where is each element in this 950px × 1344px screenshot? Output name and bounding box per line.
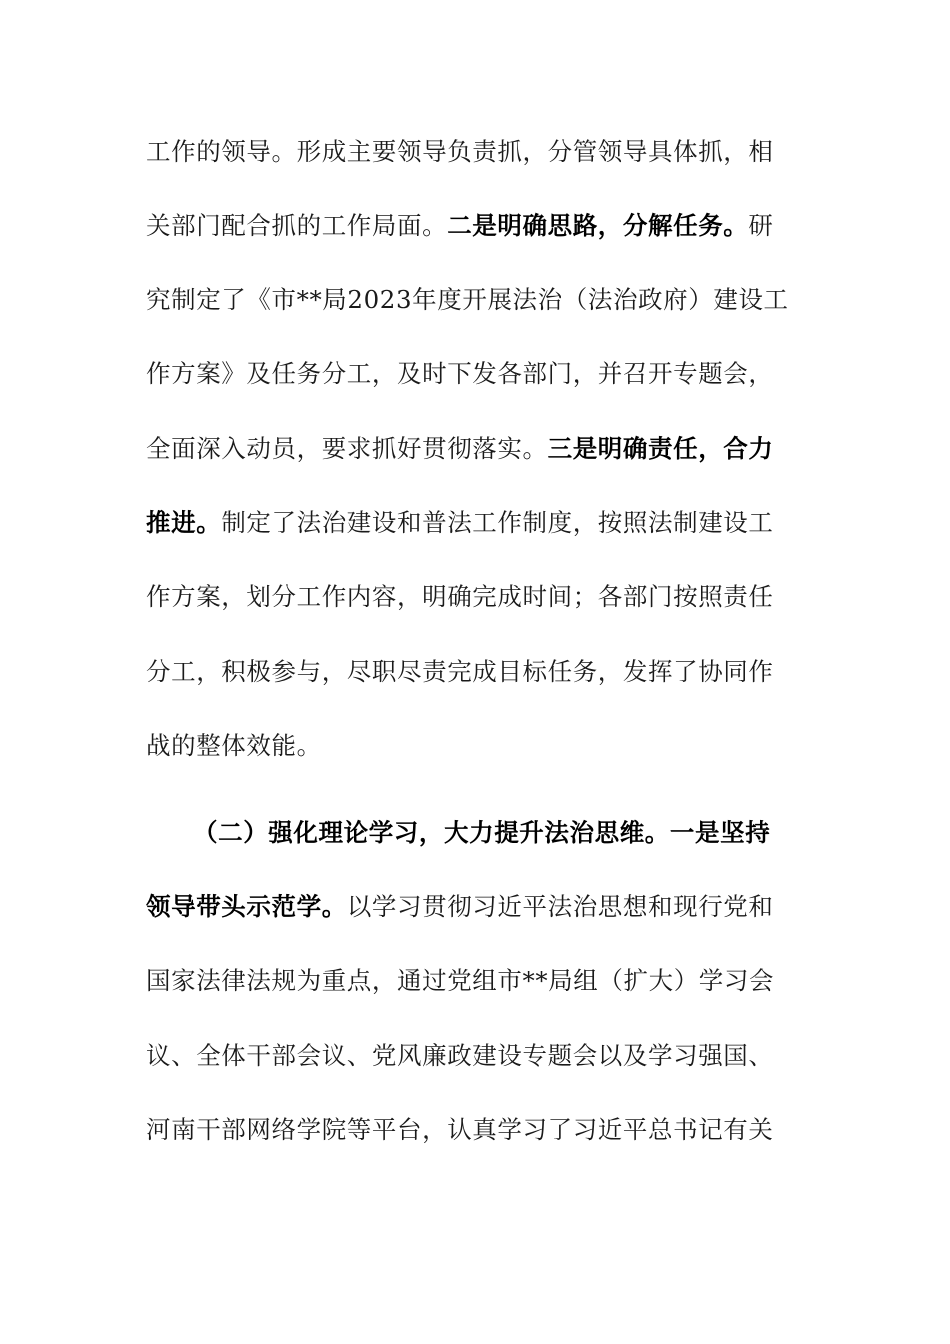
- paragraph-line: [146, 726, 826, 766]
- paragraph-line: [146, 887, 826, 927]
- bold-heading-segment: 二是明确思路，分解任务。: [447, 211, 749, 240]
- section-heading-line: [193, 813, 873, 853]
- line-segment: 议、全体干部会议、党风廉政建设专题会以及学习强国、: [146, 1041, 774, 1070]
- paragraph-line: [146, 1110, 826, 1150]
- paragraph-line: [146, 577, 826, 617]
- section-heading: （二）强化理论学习，大力提升法治思维。一是坚持: [193, 818, 771, 847]
- line-segment: 河南干部网络学院等平台，认真学习了习近平总书记有关: [146, 1115, 774, 1144]
- paragraph-line: [146, 961, 826, 1001]
- line-segment: 作方案》及任务分工，及时下发各部门，并召开专题会，: [146, 359, 774, 388]
- paragraph-line: [146, 429, 826, 469]
- line-segment: 全面深入动员，要求抓好贯彻落实。: [146, 434, 548, 463]
- line-segment: 分工，积极参与，尽职尽责完成目标任务，发挥了协同作: [146, 657, 774, 686]
- line-segment: 作方案，划分工作内容，明确完成时间；各部门按照责任: [146, 582, 774, 611]
- paragraph-line: [146, 503, 826, 543]
- paragraph-line: [146, 652, 826, 692]
- line-segment: 战的整体效能。: [146, 731, 322, 760]
- paragraph-line: [146, 206, 826, 246]
- line-segment: 制定了法治建设和普法工作制度，按照法制建设工: [221, 508, 774, 537]
- bold-heading-segment: 三是明确责任，合力: [547, 434, 774, 463]
- line-segment: 究制定了《市**局2023年度开展法治（法治政府）建设工: [146, 285, 789, 314]
- paragraph-line: [146, 1036, 826, 1076]
- paragraph-line: [146, 280, 826, 320]
- line-segment: 研: [748, 211, 774, 240]
- line-segment: 以学习贯彻习近平法治思想和现行党和: [346, 892, 774, 921]
- paragraph-line: [146, 354, 826, 394]
- paragraph-line: [146, 132, 826, 172]
- line-segment: 工作的领导。形成主要领导负责抓，分管领导具体抓，相: [146, 137, 774, 166]
- bold-heading-segment: 领导带头示范学。: [146, 892, 347, 921]
- bold-heading-segment: 推进。: [146, 508, 222, 537]
- line-segment: 关部门配合抓的工作局面。: [146, 211, 448, 240]
- line-segment: 国家法律法规为重点，通过党组市**局组（扩大）学习会: [146, 966, 775, 995]
